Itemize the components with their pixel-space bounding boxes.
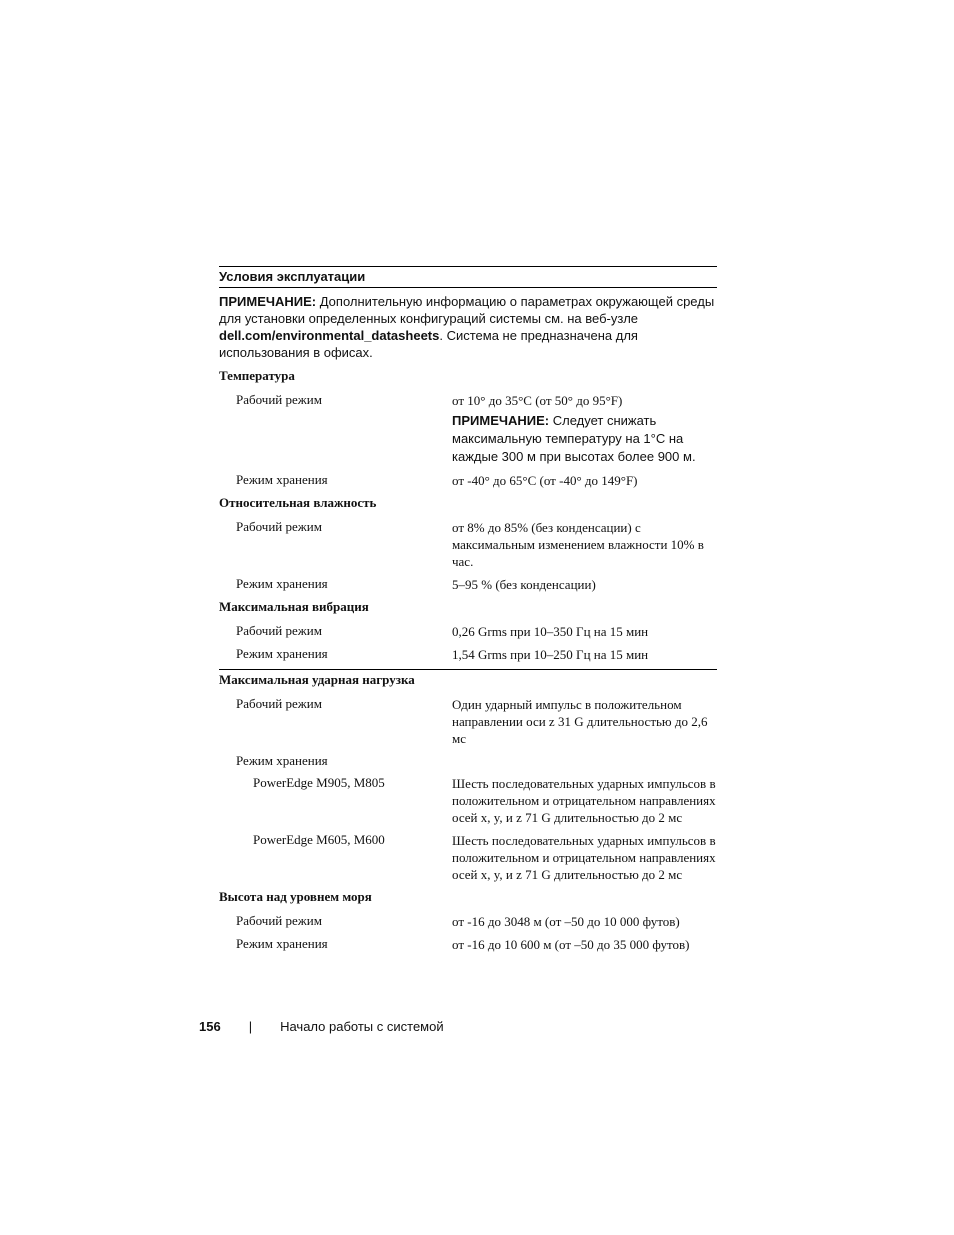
row-value: от 10° до 35°C (от 50° до 95°F): [452, 393, 623, 408]
row-label: Режим хранения: [236, 472, 328, 487]
shock-storage-row: [219, 753, 717, 775]
altitude-storage-row: [219, 936, 717, 959]
row-value: от -16 до 10 600 м (от –50 до 35 000 футов): [452, 937, 690, 952]
shock-operating-row: [219, 696, 717, 753]
row-label: Режим хранения: [236, 936, 328, 951]
humidity-heading: Относительная влажность: [219, 495, 377, 510]
row-value: Шесть последовательных ударных импульсов в положительном и отрицательном направлениях осей x, y, и z 71 G длительностью до 2 мс: [452, 833, 716, 882]
row-label: Режим хранения: [236, 576, 328, 591]
vibration-heading: Максимальная вибрация: [219, 599, 369, 614]
humidity-storage-row: [219, 576, 717, 599]
note-text-2: . Система не предназначена для использования в офисах.: [219, 328, 638, 360]
row-value: Один ударный импульс в положительном направлении оси z 31 G длительностью до 2,6 мс: [452, 697, 708, 746]
row-value: от 8% до 85% (без конденсации) с максимальным изменением влажности 10% в час.: [452, 520, 704, 569]
temperature-heading: Температура: [219, 368, 295, 383]
shock-model2-row: [219, 832, 717, 889]
row-label: PowerEdge M605, M600: [253, 832, 385, 847]
altitude-operating-row: [219, 913, 717, 936]
temperature-note: [452, 412, 717, 466]
inner-note-label: ПРИМЕЧАНИЕ:: [452, 413, 550, 428]
shock-model1-row: [219, 775, 717, 832]
temperature-operating-row: [219, 392, 717, 472]
altitude-heading: Высота над уровнем моря: [219, 889, 372, 904]
row-label: PowerEdge M905, M805: [253, 775, 385, 790]
footer-title: Начало работы с системой: [280, 1019, 444, 1034]
row-label: Режим хранения: [236, 753, 328, 768]
inner-note-text: Следует снижать максимальную температуру на 1°C на каждые 300 м при высотах более 900 м.: [452, 413, 696, 464]
row-value: 5–95 % (без конденсации): [452, 577, 596, 592]
vibration-storage-row: [219, 646, 717, 669]
note-text-1: Дополнительную информацию о параметрах окружающей среды для установки определенных конфигураций системы см. на веб-узле: [219, 294, 715, 326]
row-label: Рабочий режим: [236, 392, 322, 407]
humidity-operating-row: [219, 519, 717, 576]
row-label: Режим хранения: [236, 646, 328, 661]
row-label: Рабочий режим: [236, 696, 322, 711]
vibration-operating-row: [219, 623, 717, 646]
row-value: от -40° до 65°C (от -40° до 149°F): [452, 473, 638, 488]
datasheets-link: dell.com/environmental_datasheets: [219, 328, 440, 343]
note-label: ПРИМЕЧАНИЕ:: [219, 294, 317, 309]
row-value: 0,26 Grms при 10–350 Гц на 15 мин: [452, 624, 649, 639]
page-number: 156: [199, 1019, 221, 1034]
spec-table: [219, 266, 717, 959]
row-value: 1,54 Grms при 10–250 Гц на 15 мин: [452, 647, 649, 662]
environment-note: [219, 287, 717, 361]
temperature-storage-row: [219, 472, 717, 495]
section-title: Условия эксплуатации: [219, 266, 717, 287]
page-footer: [199, 1019, 444, 1034]
footer-separator: |: [248, 1019, 253, 1034]
row-label: Рабочий режим: [236, 913, 322, 928]
shock-heading: Максимальная ударная нагрузка: [219, 672, 415, 687]
row-label: Рабочий режим: [236, 623, 322, 638]
row-value: Шесть последовательных ударных импульсов в положительном и отрицательном направлениях осей x, y, и z 71 G длительностью до 2 мс: [452, 776, 716, 825]
row-value: от -16 до 3048 м (от –50 до 10 000 футов): [452, 914, 680, 929]
row-label: Рабочий режим: [236, 519, 322, 534]
